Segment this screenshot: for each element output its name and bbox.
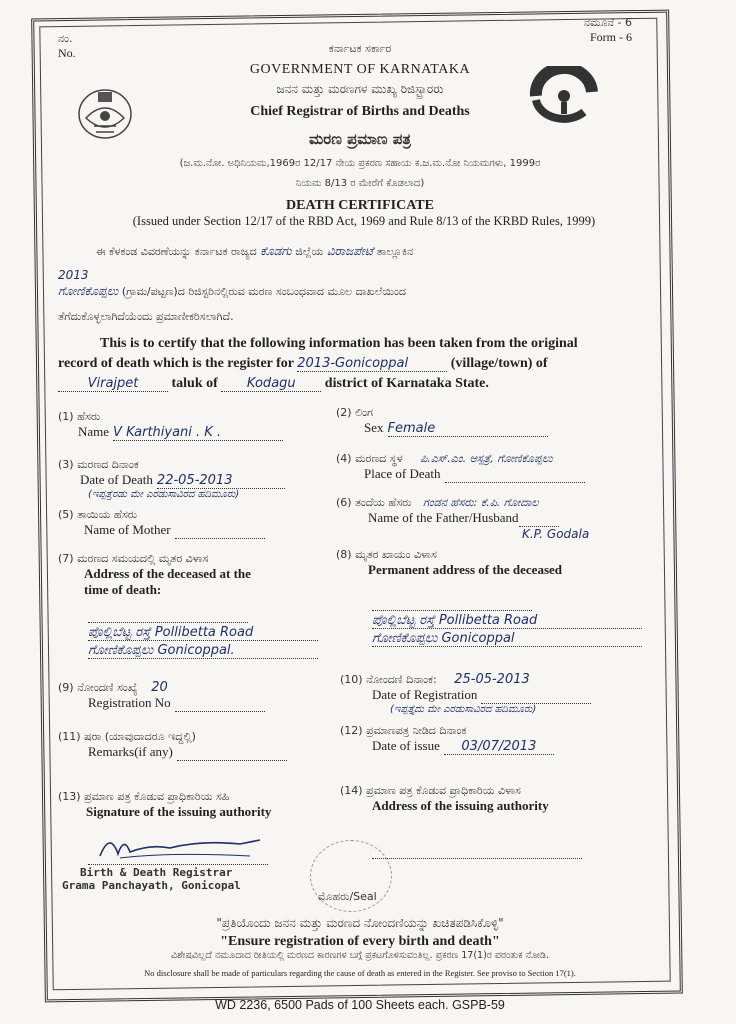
english-para-line2: record of death which is the register for 2013-Gonicoppal (village/town) of xyxy=(58,356,548,371)
address-line xyxy=(372,840,582,859)
field-date-of-registration: (10) ನೋಂದಣಿ ದಿನಾಂಕ: 25-05-2013 Date of Registration (ಇಪ್ಪತ್ತೈದು ಮೇ ಎರಡುಸಾವಿರದ ಹದಿಮೂರು) xyxy=(340,672,670,715)
print-line: WD 2236, 6500 Pads of 100 Sheets each. GSPB-59 xyxy=(215,998,505,1012)
footer-kannada-quote: "ಪ್ರತಿಯೊಂದು ಜನನ ಮತ್ತು ಮರಣದ ನೋಂದಣಿಯನ್ನು ಖಚಿತಪಡಿಸಿಕೊಳ್ಳಿ" xyxy=(216,916,504,930)
field-date-of-death: (3) ಮರಣದ ದಿನಾಂಕ Date of Death 22-05-2013 (ಇಪ್ಪತ್ತೆರಡು ಮೇ ಎರಡುಸಾವಿರದ ಹದಿಮೂರು) xyxy=(58,458,285,500)
field-date-of-issue: (12) ಪ್ರಮಾಣಪತ್ರ ನೀಡಿದ ದಿನಾಂಕ Date of issue 03/07/2013 xyxy=(340,724,670,755)
issued-under: (Issued under Section 12/17 of the RBD Act, 1969 and Rule 8/13 of the KRBD Rules, 1999) xyxy=(132,214,596,228)
document-title: DEATH CERTIFICATE xyxy=(286,198,434,213)
kannada-para-line1: ಈ ಕೆಳಕಂಡ ವಿವರಣೆಯನ್ನು ಕರ್ನಾಟಕ ರಾಜ್ಯದ ಕೊಡಗು ಜಿಲ್ಲೆಯ ವಿರಾಜಪೇಟೆ ತಾಲ್ಲೂಕಿನ xyxy=(96,244,414,258)
form-number: ನಮೂನೆ - 6 Form - 6 xyxy=(583,16,632,44)
field-signature: (13) ಪ್ರಮಾಣ ಪತ್ರ ಕೊಡುವ ಪ್ರಾಧಿಕಾರಿಯ ಸಹಿ Signature of the issuing authority xyxy=(58,790,272,819)
signature-line xyxy=(88,846,268,865)
gov-kannada: ಕರ್ನಾಟಕ ಸರ್ಕಾರ xyxy=(328,42,392,55)
cert-kannada: ಮರಣ ಪ್ರಮಾಣ ಪತ್ರ xyxy=(309,130,411,148)
field-father-husband: (6) ತಂದೆಯ ಹೆಸರು ಗಂಡನ ಹೆಸರು: ಕೆ.ಪಿ. ಗೋದಾಲ Name of the Father/Husband K.P. Godala xyxy=(336,496,590,541)
english-para-line1: This is to certify that the following information has been taken from the original xyxy=(100,336,578,351)
english-para-line3: Virajpet taluk of Kodagu district of Karnataka State. xyxy=(58,376,658,392)
field-place-of-death: (4) ಮರಣದ ಸ್ಥಳ ಪಿ.ಎಸ್.ಎಂ. ಆಸ್ಪತ್ರೆ, ಗೋಣಿಕೊಪ್ಪಲು Place of Death xyxy=(336,452,666,483)
field-issuing-address: (14) ಪ್ರಮಾಣ ಪತ್ರ ಕೊಡುವ ಪ್ರಾಧಿಕಾರಿಯ ವಿಳಾಸ Address of the issuing authority xyxy=(340,784,549,813)
footer-english-note: No disclosure shall be made of particulars regarding the cause of death as entered in the Register. See proviso to Section 17(1). xyxy=(144,968,576,978)
field-name: (1) ಹೆಸರು Name V Karthiyani . K . xyxy=(58,410,283,441)
footer-english-quote: "Ensure registration of every birth and death" xyxy=(220,934,500,949)
kannada-year: 2013 xyxy=(58,268,89,282)
field-registration-no: (9) ನೋಂದಣಿ ಸಂಖ್ಯೆ 20 Registration No xyxy=(58,680,265,712)
seal-label: ಮೊಹರು/Seal xyxy=(318,890,377,903)
registrar-stamp: Birth & Death Registrar Grama Panchayath, Gonicopal xyxy=(62,866,241,892)
field-permanent-address: (8) ಮೃತರ ಖಾಯಂ ವಿಳಾಸ Permanent address of the deceased ಪೊಲ್ಲಿಬೆಟ್ಟ ರಸ್ತೆ Pollibetta Road ಗೋಣಿಕೊಪ್ಪಲು Gonicoppal xyxy=(336,548,666,647)
number-field: ನಂ. No. xyxy=(58,32,76,60)
rules-kannada-1: (ಜ.ಮ.ನೋ. ಅಧಿನಿಯಮ,1969ರ 12/17 ನೇಯ ಪ್ರಕರಣ ಸಹಾಯ ಕ.ಜ.ಮ.ನೋ ನಿಯಮಗಳು, 1999ರ xyxy=(179,158,541,169)
kannada-para-line3: ತೆಗೆದುಕೊಳ್ಳಲಾಗಿದೆಯೆಂದು ಪ್ರಮಾಣೀಕರಿಸಲಾಗಿದೆ. xyxy=(58,310,234,323)
field-address-at-death: (7) ಮರಣದ ಸಮಯದಲ್ಲಿ ಮೃತರ ವಿಳಾಸ Address of the deceased at the time of death: ಪೊಲ್ಲಿಬೆಟ್ಟ ರಸ್ತೆ Pollibetta Road ಗೋಣಿಕೊಪ್ಪಲು Gonicoppal. xyxy=(58,552,328,659)
footer-kannada-note: ವಿಶೇಷವಿಲ್ಲದೆ ನಮೂದಾದ ರೀತಿಯಲ್ಲಿ ಮರಣದ ಕಾರಣಗಳ ಬಗ್ಗೆ ಪ್ರಕಟಗೊಳಿಸುವಂತಿಲ್ಲ. ಪ್ರಕರಣ 17(1)ರ ಪರಂತುಕ ನೋಡಿ. xyxy=(171,950,549,961)
kannada-para-line2: ಗೋಣಿಕೊಪ್ಪಲು (ಗ್ರಾಮ/ಪಟ್ಟಣ)ದ ರಿಜಿಸ್ಟರಿನಲ್ಲಿರುವ ಮರಣ ಸಂಬಂಧವಾದ ಮೂಲ ದಾಖಲೆಯಿಂದ xyxy=(58,284,406,298)
gov-english: GOVERNMENT OF KARNATAKA xyxy=(249,62,471,77)
field-mother-name: (5) ತಾಯಿಯ ಹೆಸರು Name of Mother xyxy=(58,508,265,539)
field-remarks: (11) ಷರಾ (ಯಾವುದಾದರೂ ಇದ್ದಲ್ಲಿ) Remarks(if any) xyxy=(58,730,287,761)
field-sex: (2) ಲಿಂಗ Sex Female xyxy=(336,406,548,437)
registrar-english: Chief Registrar of Births and Deaths xyxy=(250,104,470,119)
registrar-kannada: ಜನನ ಮತ್ತು ಮರಣಗಳ ಮುಖ್ಯ ರಿಜಿಸ್ಟ್ರಾರರು xyxy=(276,82,444,96)
rules-kannada-2: ನಿಯಮ 8/13 ರ ಮೇರೆಗೆ ಕೊಡಲಾದ) xyxy=(295,178,425,189)
